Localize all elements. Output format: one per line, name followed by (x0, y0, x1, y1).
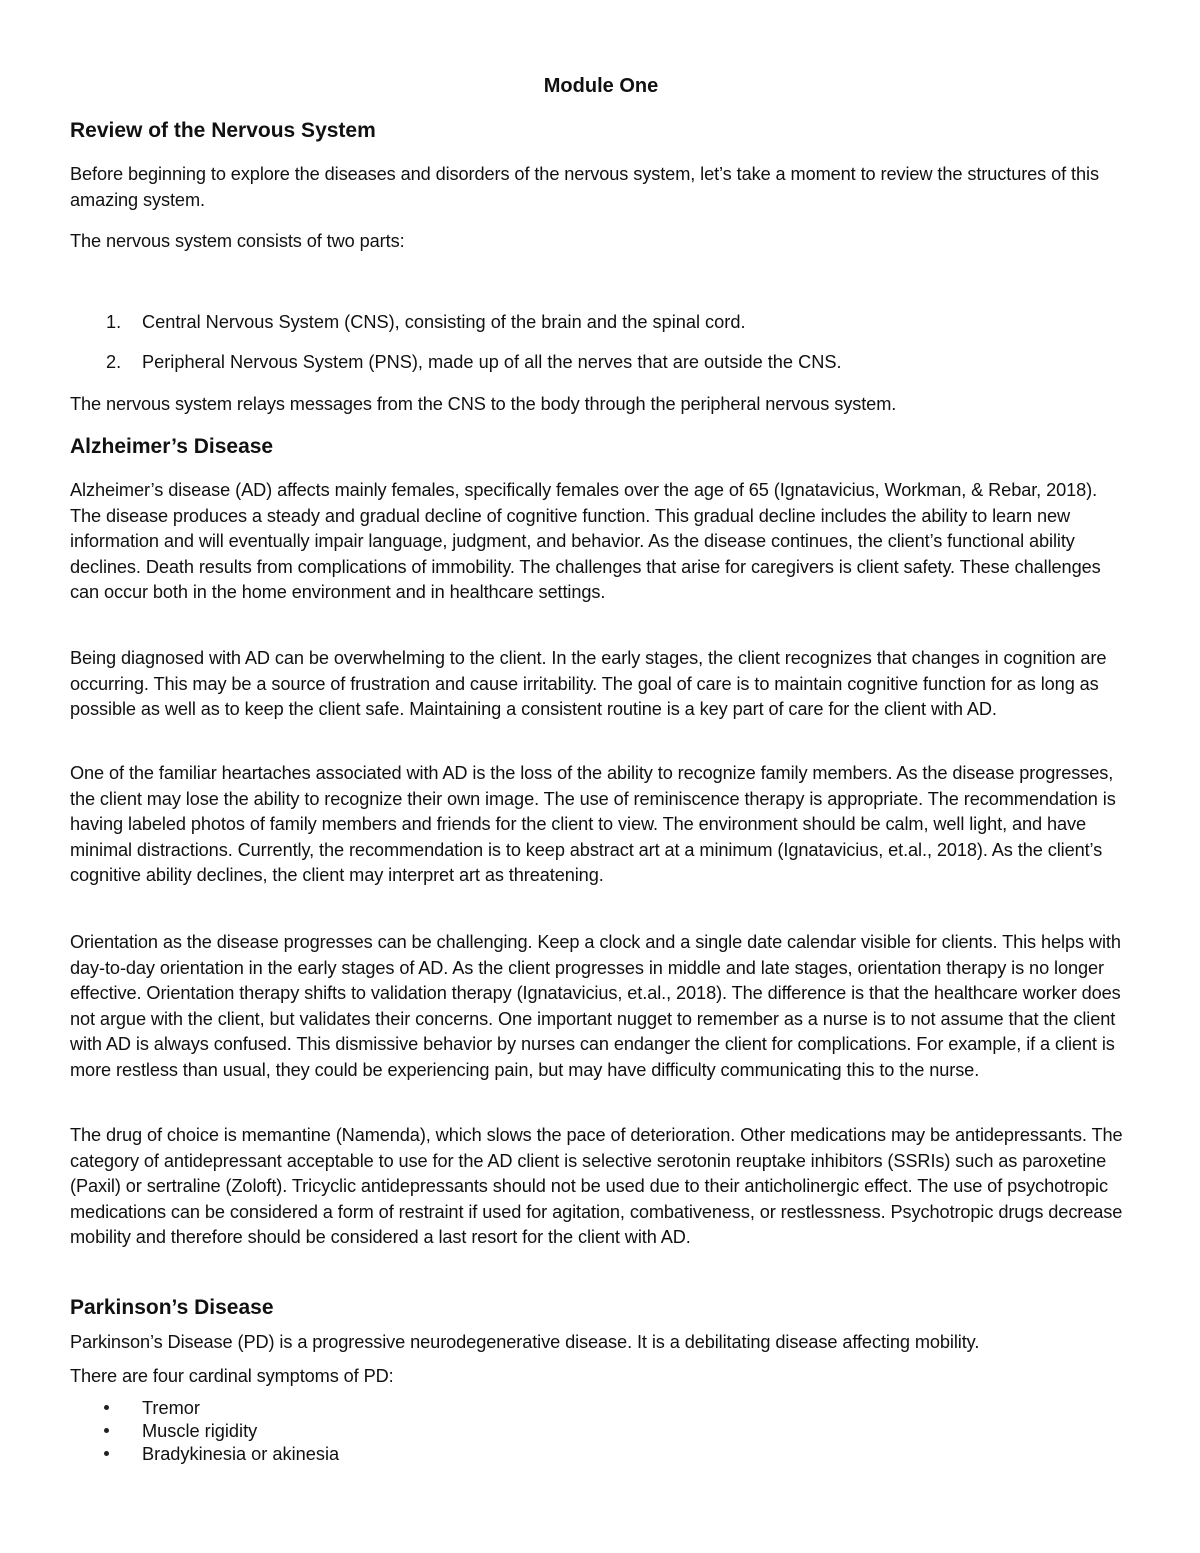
list-item-text: Bradykinesia or akinesia (142, 1444, 340, 1464)
list-item-text: Central Nervous System (CNS), consisting of the brain and the spinal cord. (142, 312, 746, 332)
parkinsons-symptoms-list (70, 1397, 1132, 1466)
list-item-text: Muscle rigidity (142, 1421, 258, 1441)
alzheimers-paragraph-1: Alzheimer’s disease (AD) affects mainly females, specifically females over the age of 65 (Ignatavicius, Workman, & Rebar, 2018). The disease produces a steady and gradual decline of cognitive function. This gradual decline includes the ability to learn new information and will eventually impair language, judgment, and behavior. As the disease continues, the client’s functional ability declines. Death results from complications of immobility. The challenges that arise for caregivers is client safety. These challenges can occur both in the home environment and in healthcare settings. (70, 480, 1101, 603)
list-item (70, 310, 1132, 336)
section-heading-review: Review of the Nervous System (70, 119, 376, 142)
alzheimers-paragraph-4: Orientation as the disease progresses can be challenging. Keep a clock and a single date calendar visible for clients. This helps with day-to-day orientation in the early stages of AD. As the client progresses in middle and late stages, orientation therapy is no longer effective. Orientation therapy shifts to validation therapy (Ignatavicius, et.al., 2018). The difference is that the healthcare worker does not argue with the client, but validates their concerns. One important nugget to remember as a nurse is to not assume that the client with AD is always confused. This dismissive behavior by nurses can endanger the client for complications. For example, if a client is more restless than usual, they could be experiencing pain, but may have difficulty communicating this to the nurse. (70, 932, 1121, 1080)
review-intro-paragraph: Before beginning to explore the diseases and disorders of the nervous system, let’s take a moment to review the structures of this amazing system. (70, 164, 1099, 210)
bullet-icon (104, 1451, 109, 1456)
list-item-number: 2. (106, 352, 122, 372)
parkinsons-symptoms-lead: There are four cardinal symptoms of PD: (70, 1366, 394, 1386)
bullet-icon (104, 1405, 109, 1410)
list-item (70, 1443, 1132, 1466)
module-title: Module One (543, 75, 659, 97)
list-item (70, 1420, 1132, 1443)
list-item (70, 350, 1132, 376)
alzheimers-paragraph-3: One of the familiar heartaches associated with AD is the loss of the ability to recognize family members. As the disease progresses, the client may lose the ability to recognize their own image. The use of reminiscence therapy is appropriate. The recommendation is having labeled photos of family members and friends for the client to view. The environment should be calm, well light, and have minimal distractions. Currently, the recommendation is to keep abstract art at a minimum (Ignatavicius, et.al., 2018). As the client’s cognitive ability declines, the client may interpret art as threatening. (70, 763, 1116, 886)
section-heading-alzheimers: Alzheimer’s Disease (70, 435, 274, 458)
parkinsons-intro-paragraph: Parkinson’s Disease (PD) is a progressive neurodegenerative disease. It is a debilitating disease affecting mobility. (70, 1332, 980, 1352)
alzheimers-paragraph-5: The drug of choice is memantine (Namenda), which slows the pace of deterioration. Other medications may be antidepressants. The category of antidepressant acceptable to use for the AD client is selective serotonin reuptake inhibitors (SSRIs) such as paroxetine (Paxil) or sertraline (Zoloft). Tricyclic antidepressants should not be used due to their anticholinergic effect. The use of psychotropic medications can be considered a form of restraint if used for agitation, combativeness, or restlessness. Psychotropic drugs decrease mobility and therefore should be considered a last resort for the client with AD. (70, 1125, 1123, 1248)
nervous-system-parts-lead: The nervous system consists of two parts: (70, 231, 405, 251)
list-item (70, 1397, 1132, 1420)
section-heading-parkinsons: Parkinson’s Disease (70, 1296, 274, 1319)
bullet-icon (104, 1428, 109, 1433)
list-item-text: Tremor (142, 1398, 200, 1418)
review-closing-paragraph: The nervous system relays messages from the CNS to the body through the peripheral nervous system. (70, 394, 897, 414)
list-item-number: 1. (106, 312, 122, 332)
list-item-text: Peripheral Nervous System (PNS), made up of all the nerves that are outside the CNS. (142, 352, 842, 372)
alzheimers-paragraph-2: Being diagnosed with AD can be overwhelming to the client. In the early stages, the client recognizes that changes in cognition are occurring. This may be a source of frustration and cause irritability. The goal of care is to maintain cognitive function for as long as possible as well as to keep the client safe. Maintaining a consistent routine is a key part of care for the client with AD. (70, 648, 1107, 720)
